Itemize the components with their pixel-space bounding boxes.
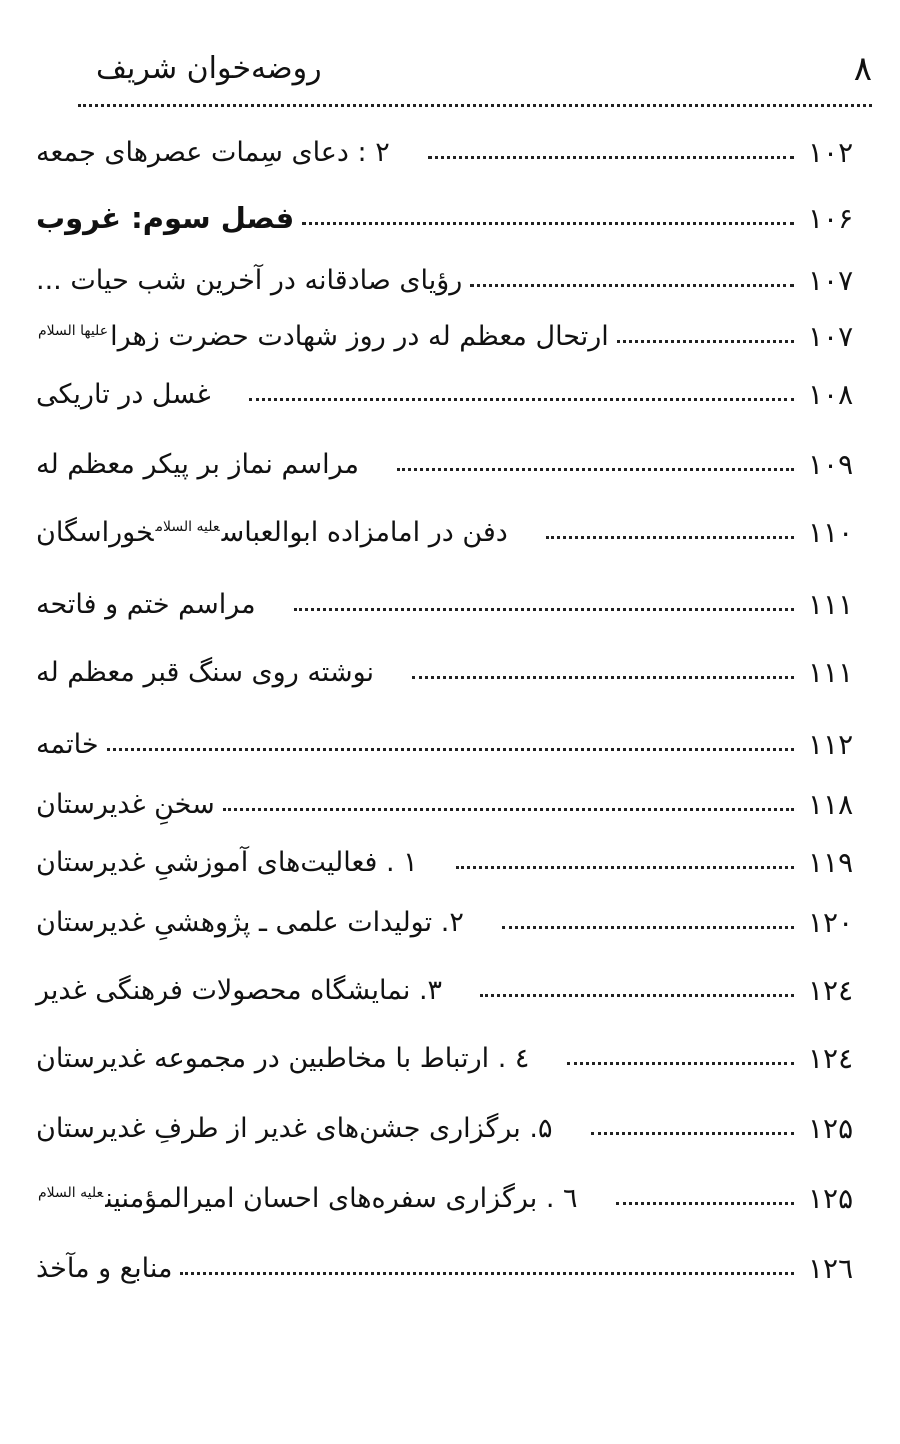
toc-entry-title-text: خاتمه: [36, 728, 99, 760]
toc-entry: [36, 1030, 872, 1086]
toc-entry: [36, 308, 872, 364]
toc-entry-page: ۱۱۰: [808, 515, 854, 549]
toc-entry-page: ۱۰۹: [808, 447, 854, 481]
toc-entry-page: ۱۰۶: [808, 201, 854, 235]
toc-entry-title-text: ۱ . فعالیت‌های آموزشیِ غدیرستان: [36, 846, 418, 878]
page-number: ۸: [853, 49, 872, 89]
honorific-mark: علیها السلام: [38, 322, 109, 339]
toc-entry-title-text: ٦ . برگزاری سفره‌های احسان امیرالمؤمنین: [105, 1182, 578, 1214]
toc-entry-title-text: دفن در امامزاده ابوالعباس: [221, 516, 508, 548]
toc-entry-title: [36, 137, 390, 168]
toc-entry-title-text: مراسم ختم و فاتحه: [36, 588, 256, 620]
toc-entry: [36, 776, 872, 832]
dot-leader: [617, 340, 794, 343]
toc-entry-title-text: فصل سوم: غروب: [36, 201, 295, 235]
toc-entry-title-text: ارتحال معظم له در روز شهادت حضرت زهرا: [110, 320, 609, 352]
book-title: روضه‌خوان شریف: [96, 51, 322, 86]
toc-entry-title: [36, 449, 359, 480]
toc-entry: [36, 252, 872, 308]
toc-entry-title: [36, 1183, 578, 1214]
toc-entry-title: [36, 847, 418, 878]
toc-entry: [36, 576, 872, 632]
toc-entry-page: ۱۲۵: [808, 1111, 854, 1145]
toc-entry-page: ۱۱۲: [808, 727, 854, 761]
dot-leader: [249, 398, 794, 401]
toc-entry-page: ۱۱۸: [808, 787, 854, 821]
toc-entry-title: [36, 1043, 529, 1074]
dot-leader: [412, 676, 794, 679]
toc-entry-page: ۱۰۷: [808, 319, 854, 353]
toc-entry-title-suffix: خوراسگان: [36, 516, 154, 548]
toc-entry-title: [36, 517, 508, 548]
toc-entry-page: ۱۲۵: [808, 1181, 854, 1215]
dot-leader: [591, 1132, 794, 1135]
honorific-mark: علیه السلام: [155, 518, 220, 535]
toc-entry-title: [36, 1253, 172, 1284]
toc-entry: [36, 504, 872, 560]
toc-entry: [36, 834, 872, 890]
toc-entry-title: [36, 907, 464, 938]
page-header: [40, 44, 872, 94]
toc-entry-title: [36, 589, 256, 620]
honorific-mark: علیه السلام: [38, 1184, 104, 1201]
dot-leader: [223, 808, 794, 811]
toc-entry-page: ۱۲٤: [808, 973, 854, 1007]
dot-leader: [502, 926, 794, 929]
toc-entry-title: [36, 379, 211, 410]
toc-entry: [36, 1170, 872, 1226]
toc-entry-page: ۱۰۸: [808, 377, 854, 411]
toc-entry-title: [36, 201, 294, 235]
toc-entry-page: ۱۱۱: [808, 655, 854, 689]
toc-entry-page: ۱۱۹: [808, 845, 854, 879]
toc-entry-page: ۱۰۲: [808, 135, 854, 169]
dot-leader: [456, 866, 794, 869]
toc-entry: [36, 1240, 872, 1296]
toc-entry-title: [36, 1113, 553, 1144]
toc-entry: [36, 716, 872, 772]
toc-entry: [36, 190, 872, 246]
toc-entry: [36, 436, 872, 492]
dot-leader: [107, 748, 794, 751]
toc-entry-title-text: ٤ . ارتباط با مخاطبین در مجموعه غدیرستان: [36, 1042, 530, 1074]
toc-entry-page: ۱۲۰: [808, 905, 854, 939]
toc-entry: [36, 124, 872, 180]
toc-entry: [36, 366, 872, 422]
toc-entry-title: [36, 975, 442, 1006]
toc-entry-page: ۱۱۱: [808, 587, 854, 621]
dot-leader: [294, 608, 794, 611]
dot-leader: [616, 1202, 794, 1205]
toc-entry-title: [36, 265, 462, 296]
dot-leader: [180, 1272, 794, 1275]
toc-entry-page: ۱۲٤: [808, 1041, 854, 1075]
toc-entry: [36, 644, 872, 700]
toc-entry-page: ۱۲٦: [808, 1251, 854, 1285]
toc-entry-title-text: نوشته روی سنگ قبر معظم له: [36, 656, 375, 688]
toc-entry-title: [36, 789, 215, 820]
toc-entry-title-text: ۳. نمایشگاه محصولات فرهنگی غدیر: [36, 974, 443, 1006]
toc-entry-title: [36, 657, 374, 688]
toc-entry-page: ۱۰۷: [808, 263, 854, 297]
dot-leader: [567, 1062, 794, 1065]
dot-leader: [397, 468, 794, 471]
toc-entry-title: [36, 729, 99, 760]
toc-entry: [36, 962, 872, 1018]
dot-leader: [480, 994, 794, 997]
header-divider: [78, 104, 872, 107]
toc-entry-title-text: ۲ : دعای سِمات عصرهای جمعه: [36, 136, 390, 168]
toc-entry-title-text: غسل در تاریکی: [36, 378, 211, 410]
toc-entry-title-text: ۵. برگزاری جشن‌های غدیر از طرفِ غدیرستان: [36, 1112, 553, 1144]
dot-leader: [428, 156, 794, 159]
toc-entry-title-text: سخنِ غدیرستان: [36, 788, 215, 820]
dot-leader: [470, 284, 794, 287]
toc-entry-title-text: مراسم نماز بر پیکر معظم له: [36, 448, 359, 480]
toc-entry-title-text: ۲. تولیدات علمی ـ پژوهشیِ غدیرستان: [36, 906, 464, 938]
toc-entry: [36, 894, 872, 950]
toc-entry-title-text: رؤیای صادقانه در آخرین شب حیات ...: [36, 264, 463, 296]
toc-entry: [36, 1100, 872, 1156]
dot-leader: [546, 536, 794, 539]
dot-leader: [302, 222, 794, 225]
toc-entry-title-text: منابع و مآخذ: [36, 1252, 173, 1284]
toc-entry-title: [36, 321, 609, 352]
